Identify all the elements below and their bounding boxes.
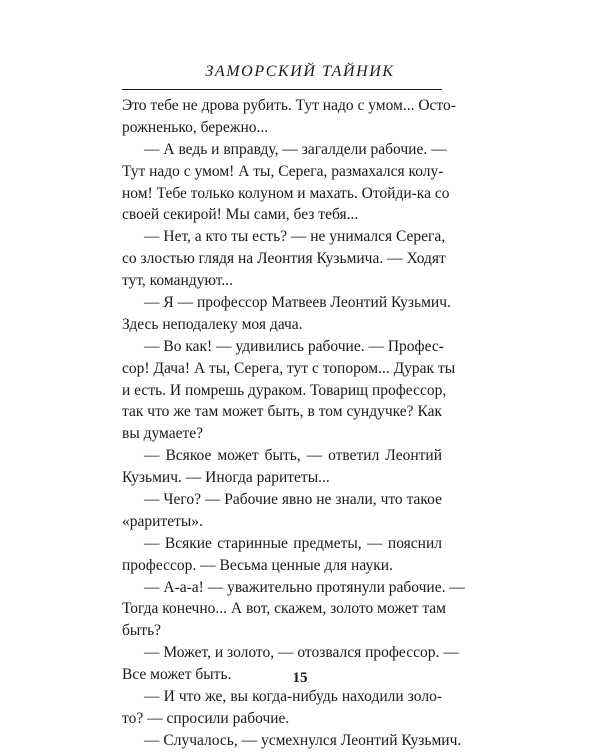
text-line: — Случалось, — усмехнулся Леонтий Кузьмич. [144, 731, 462, 749]
text-line: Это тебе не дрова рубить. Тут надо с умом... Осто- [122, 97, 456, 114]
text-line: профессор. — Весьма ценные для науки. [122, 556, 393, 574]
text-line: Тогда конечно... А вот, скажем, золото может там [122, 600, 446, 618]
text-line: Тут надо с умом! А ты, Серега, размахался колу- [122, 162, 444, 180]
text-line: Кузьмич. — Иногда раритеты... [122, 469, 330, 487]
text-line: быть? [122, 622, 162, 640]
text-line: Все может быть. [122, 666, 232, 684]
text-line: — Может, и золото, — отозвался профессор. — [144, 644, 459, 662]
text-line: тут, командуют... [122, 272, 233, 290]
text-line: рожненько, бережно... [122, 118, 269, 136]
text-line: сор! Дача! А ты, Серега, тут с топором... Дурак ты [122, 359, 456, 377]
text-line: вы думаете? [122, 425, 204, 443]
text-line: — Я — профессор Матвеев Леонтий Кузьмич. [144, 294, 451, 312]
text-line: и есть. И помрешь дураком. Товарищ профессор, [122, 381, 447, 399]
page-number: 15 [292, 670, 308, 686]
text-line: — Всякое может быть, — ответил Леонтий [144, 447, 442, 465]
text-line: своей секирой! Мы сами, без тебя... [122, 206, 359, 224]
text-line: — Всякие старинные предметы, — пояснил [144, 534, 442, 552]
text-line: ном! Тебе только колуном и махать. Отойди-ка со [122, 184, 450, 202]
header-rule [122, 89, 442, 90]
text-line: — Нет, а кто ты есть? — не унимался Серега, [144, 228, 446, 246]
text-line: так что же там может быть, в том сундучке? Как [122, 403, 442, 421]
running-header: ЗАМОРСКИЙ ТАЙНИК [205, 63, 395, 80]
text-line: со злостью глядя на Леонтия Кузьмича. — Ходят [122, 250, 446, 268]
text-line: «раритеты». [122, 512, 203, 530]
text-line: — И что же, вы когда-нибудь находили золо- [144, 688, 442, 706]
text-line: — Во как! — удивились рабочие. — Профес- [144, 337, 444, 355]
text-line: Здесь неподалеку моя дача. [122, 315, 303, 333]
text-line: — А ведь и вправду, — загалдели рабочие. — [144, 140, 447, 158]
text-line: то? — спросили рабочие. [122, 709, 290, 727]
body-text [122, 95, 465, 752]
text-line: — Чего? — Рабочие явно не знали, что такое [144, 491, 442, 509]
text-line: — А-а-а! — уважительно протянули рабочие. — [144, 578, 465, 596]
